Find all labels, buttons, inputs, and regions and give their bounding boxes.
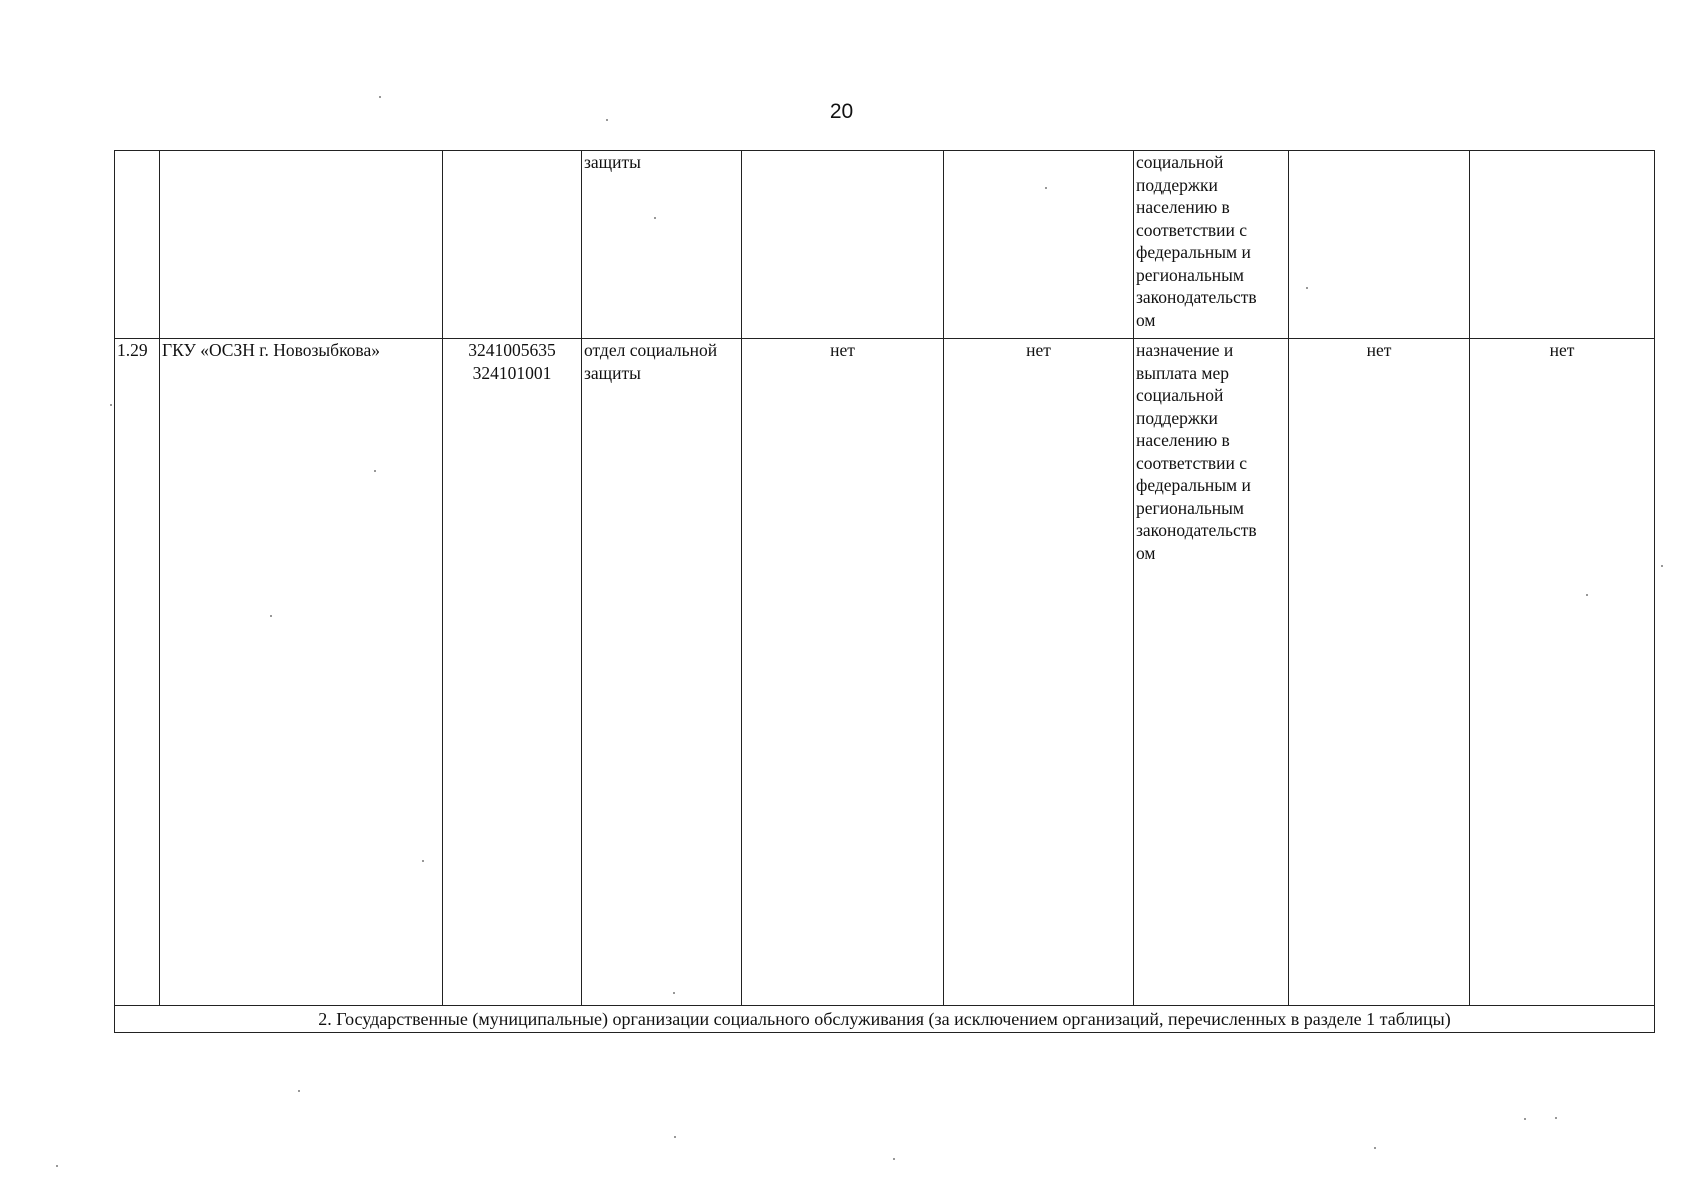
section-2-title: 2. Государственные (муниципальные) организации социального обслуживания (за исключением организаций, перечисленных в разделе 1 таблицы) (115, 1006, 1655, 1033)
cell-unit (582, 151, 742, 339)
cell-line: ом (1136, 309, 1156, 330)
scan-speck (298, 1090, 300, 1092)
cell-line: региональным (1136, 264, 1245, 285)
cell-c6-value: нет (944, 339, 1134, 1006)
scan-speck (56, 1165, 58, 1167)
cell-c6 (944, 151, 1134, 339)
kpp-value: 324101001 (472, 362, 552, 383)
inn-value: 3241005635 (468, 340, 556, 360)
cell-line: населению в (1136, 197, 1230, 217)
cell-c8 (1289, 151, 1470, 339)
scan-speck (1555, 1117, 1557, 1119)
scan-speck (110, 404, 112, 406)
scan-speck (379, 96, 381, 98)
cell-text: защиты (584, 152, 641, 172)
scan-speck (374, 470, 376, 472)
registry-table (114, 150, 1655, 1033)
cell-c5-value: нет (742, 339, 944, 1006)
scan-speck (1661, 565, 1663, 567)
scan-speck (606, 119, 608, 121)
inn-kpp-cell (443, 339, 582, 1006)
cell-line: социальной (1136, 385, 1224, 405)
cell-number (115, 151, 160, 339)
cell-c5 (742, 151, 944, 339)
scan-speck (654, 217, 656, 219)
cell-c8-value: нет (1289, 339, 1470, 1006)
row-number: 1.29 (115, 339, 160, 1006)
scan-speck (1586, 594, 1588, 596)
cell-line: соответствии с (1136, 219, 1248, 240)
scan-speck (893, 1158, 895, 1160)
cell-functions (1134, 151, 1289, 339)
cell-line: региональным (1136, 497, 1245, 518)
unit-line: защиты (584, 362, 641, 383)
table-row-1-29 (115, 339, 1655, 1006)
scan-speck (270, 615, 272, 617)
cell-line: федеральным и (1136, 242, 1251, 262)
table-row-continuation (115, 151, 1655, 339)
section-header-row (115, 1006, 1655, 1033)
cell-line: федеральным и (1136, 475, 1251, 495)
cell-line: поддержки (1136, 174, 1218, 195)
cell-line: социальной (1136, 152, 1224, 172)
scan-speck (1306, 287, 1308, 289)
scan-speck (673, 992, 675, 994)
cell-line: соответствии с (1136, 452, 1248, 473)
scan-speck (674, 1136, 676, 1138)
page-number: 20 (829, 100, 854, 123)
cell-line: назначение и (1136, 340, 1234, 360)
cell-name (160, 151, 443, 339)
cell-line: выплата мер (1136, 362, 1230, 383)
cell-inn-kpp (443, 151, 582, 339)
unit-line: отдел социальной (584, 340, 718, 360)
cell-c9 (1470, 151, 1655, 339)
cell-line: законодательств (1136, 287, 1257, 307)
cell-line: поддержки (1136, 407, 1218, 428)
scan-speck (422, 860, 424, 862)
unit-cell (582, 339, 742, 1006)
cell-line: ом (1136, 542, 1156, 563)
organization-name: ГКУ «ОСЗН г. Новозыбкова» (160, 339, 443, 1006)
scan-speck (1374, 1147, 1376, 1149)
scan-speck (1045, 187, 1047, 189)
cell-line: населению в (1136, 430, 1230, 450)
cell-line: законодательств (1136, 520, 1257, 540)
cell-c9-value: нет (1470, 339, 1655, 1006)
functions-cell (1134, 339, 1289, 1006)
scan-speck (1524, 1118, 1526, 1120)
